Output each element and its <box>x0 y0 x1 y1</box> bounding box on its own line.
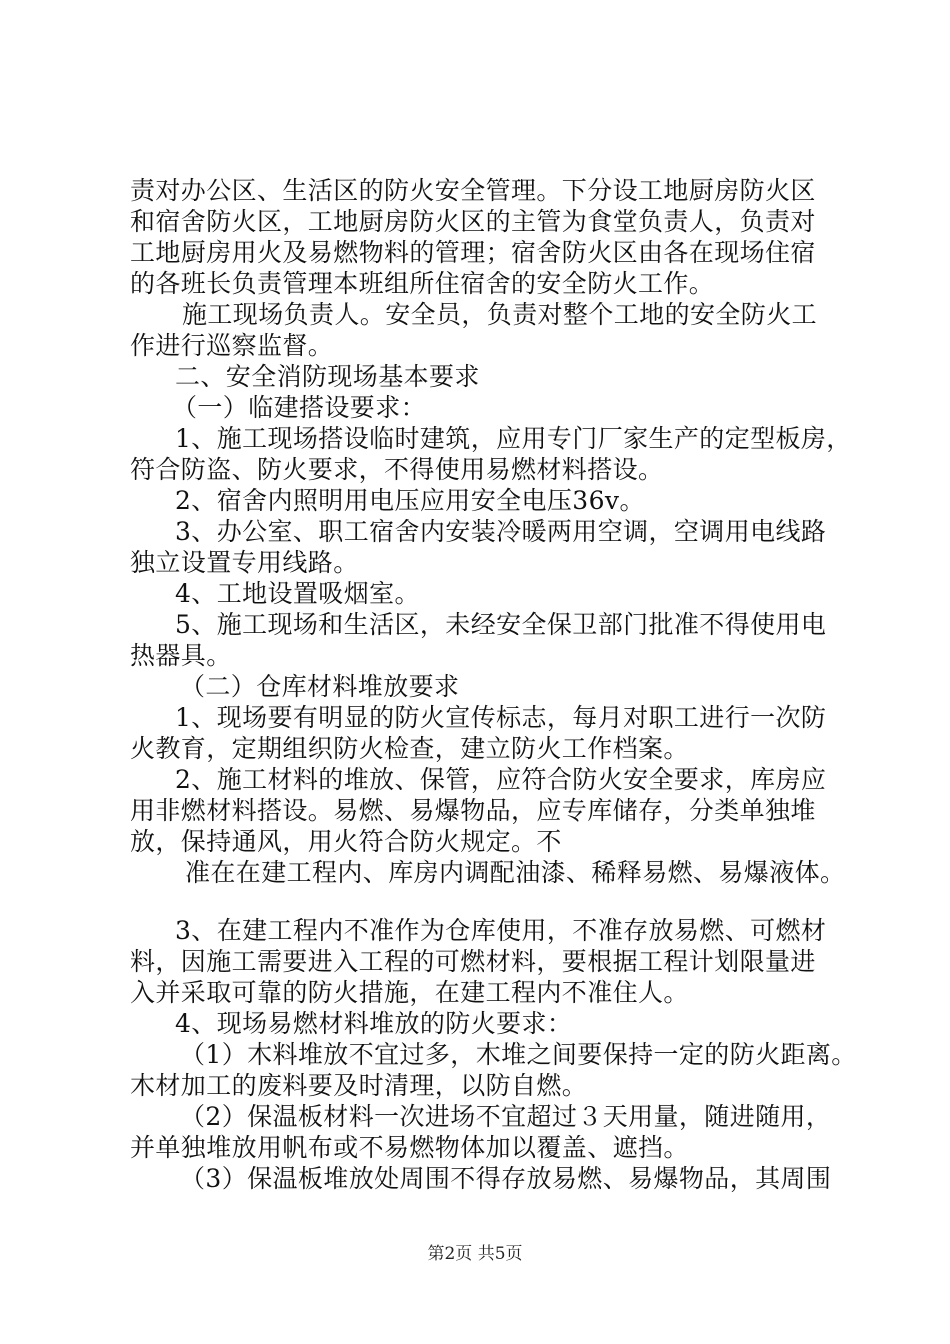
text-line: 入并采取可靠的防火措施，在建工程内不准住人。 <box>130 978 689 1007</box>
text-line: 火教育，定期组织防火检查，建立防火工作档案。 <box>130 734 689 763</box>
text-line: （1）木料堆放不宜过多，木堆之间要保持一定的防火距离。 <box>180 1040 857 1069</box>
text-line: 的各班长负责管理本班组所住宿舍的安全防火工作。 <box>130 269 715 298</box>
section-heading: 二、安全消防现场基本要求 <box>175 362 480 391</box>
text-line: 责对办公区、生活区的防火安全管理。下分设工地厨房防火区 <box>130 176 816 205</box>
text-line: 工地厨房用火及易燃物料的管理；宿舍防火区由各在现场住宿 <box>130 238 816 267</box>
text-line: 4、工地设置吸烟室。 <box>175 579 420 608</box>
text-line: 独立设置专用线路。 <box>130 548 359 577</box>
text-line: 热器具。 <box>130 641 232 670</box>
text-line: 和宿舍防火区，工地厨房防火区的主管为食堂负责人，负责对 <box>130 207 816 236</box>
subsection-heading: （一）临建搭设要求： <box>172 393 427 422</box>
text-line: 3、在建工程内不准作为仓库使用，不准存放易燃、可燃材 <box>175 916 827 945</box>
text-line: 作进行巡察监督。 <box>130 331 334 360</box>
text-line: 用非燃材料搭设。易燃、易爆物品，应专库储存，分类单独堆 <box>130 796 816 825</box>
text-line: 木材加工的废料要及时清理，以防自燃。 <box>130 1071 588 1100</box>
text-line: 放，保持通风，用火符合防火规定。不 <box>130 827 562 856</box>
text-line: 准在在建工程内、库房内调配油漆、稀释易燃、易爆液体。 <box>185 858 846 887</box>
text-line: 符合防盗、防火要求，不得使用易燃材料搭设。 <box>130 455 664 484</box>
text-line: 1、现场要有明显的防火宣传标志，每月对职工进行一次防 <box>175 703 827 732</box>
page-footer: 第2页 共5页 <box>427 1244 523 1264</box>
text-line: 3、办公室、职工宿舍内安装冷暖两用空调，空调用电线路 <box>175 517 827 546</box>
text-line: 2、施工材料的堆放、保管，应符合防火安全要求，库房应 <box>175 765 827 794</box>
text-line: 1、施工现场搭设临时建筑，应用专门厂家生产的定型板房， <box>175 424 852 453</box>
text-line: 并单独堆放用帆布或不易燃物体加以覆盖、遮挡。 <box>130 1133 689 1162</box>
subsection-heading: （二）仓库材料堆放要求 <box>180 672 460 701</box>
text-line: 4、现场易燃材料堆放的防火要求： <box>175 1009 573 1038</box>
text-line: （3）保温板堆放处周围不得存放易燃、易爆物品，其周围 <box>180 1164 832 1193</box>
text-line: 5、施工现场和生活区，未经安全保卫部门批准不得使用电 <box>175 610 827 639</box>
text-line: （2）保温板材料一次进场不宜超过３天用量，随进随用， <box>180 1102 832 1131</box>
text-line: 2、宿舍内照明用电压应用安全电压36v。 <box>175 486 645 515</box>
text-line: 料，因施工需要进入工程的可燃材料，要根据工程计划限量进 <box>130 947 816 976</box>
text-line: 施工现场负责人。安全员，负责对整个工地的安全防火工 <box>182 300 818 329</box>
